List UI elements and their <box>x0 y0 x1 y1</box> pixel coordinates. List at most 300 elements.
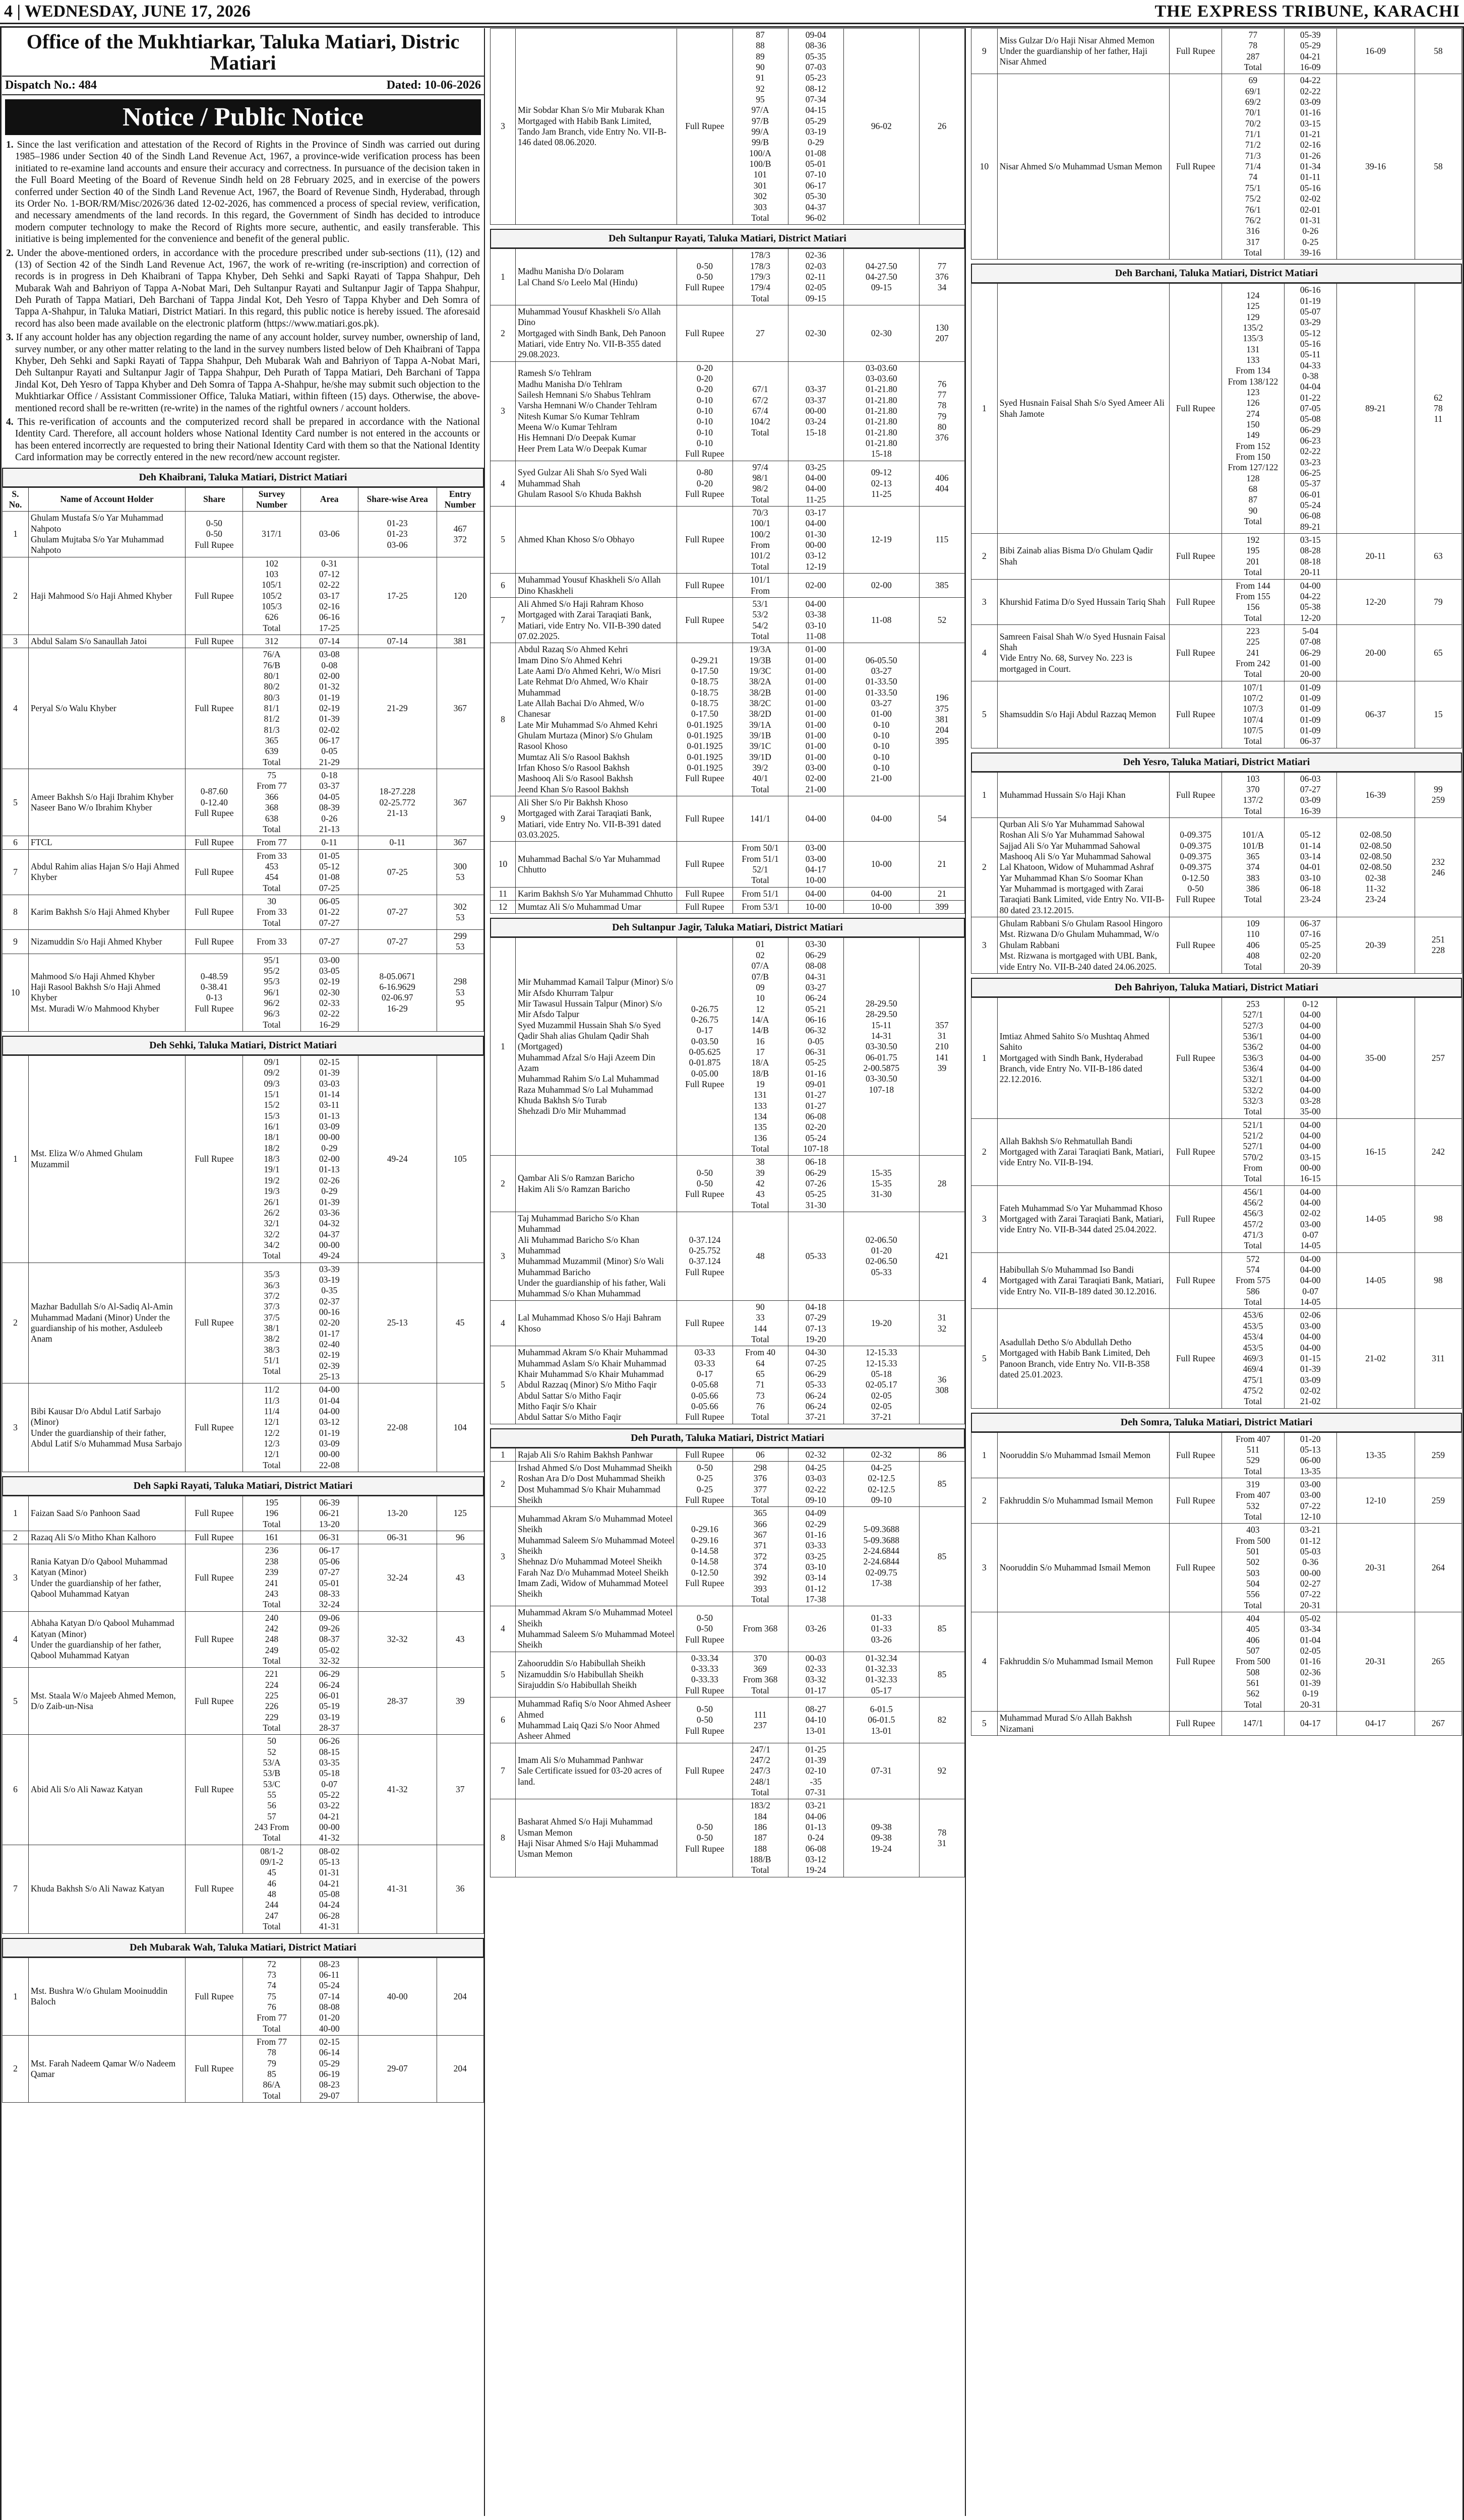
cell-entry: 43 <box>437 1544 483 1611</box>
cell-share: 0-29.16 0-29.16 0-14.58 0-14.58 0-12.50 Full Rupee <box>677 1507 733 1606</box>
cell-survey: From 77 <box>243 836 300 849</box>
cell-area: 04-09 02-29 01-16 03-33 03-25 03-10 03-14 01-12 17-38 <box>788 1507 843 1606</box>
cell-swa: 16-09 <box>1336 29 1415 74</box>
cell-entry: 257 <box>1415 997 1461 1118</box>
cell-swa: 02-00 <box>843 574 919 598</box>
table-row <box>491 938 965 1156</box>
cell-name: Ahmed Khan Khoso S/o Obhayo <box>516 507 677 574</box>
cell-area: 04-22 02-22 03-09 01-16 03-15 01-21 02-16 01-26 01-34 01-11 05-16 02-02 02-01 01-31 0-26 0-25 39-16 <box>1285 74 1337 260</box>
table-row <box>3 2035 484 2102</box>
section-title: Deh Somra, Taluka Matiari, District Matiari <box>971 1413 1462 1432</box>
cell-entry: 204 <box>437 2035 483 2102</box>
column-header: Survey Number <box>243 487 300 512</box>
cell-name: Khuda Bakhsh S/o Ali Nawaz Katyan <box>28 1845 185 1933</box>
cell-survey: 75 From 77 366 368 638 Total <box>243 769 300 836</box>
table-row <box>971 1185 1462 1252</box>
cell-name: Muhammad Bachal S/o Yar Muhammad Chhutto <box>516 842 677 887</box>
cell-entry: 381 <box>437 635 483 648</box>
cell-swa: 06-05.50 03-27 01-33.50 01-33.50 03-27 01-00 0-10 0-10 0-10 0-10 0-10 21-00 <box>843 643 919 796</box>
cell-swa: 41-31 <box>358 1845 437 1933</box>
cell-entry: 78 31 <box>919 1799 964 1877</box>
cell-sno: 1 <box>3 1958 29 2035</box>
paragraph-text: Since the last verification and attestation of the Record of Rights in the Province of Sindh was carried out during 1985–1986 under Section 40 of the Sindh Land Revenue Act, 1967, a province-wide verification process has been initiated to re-examine land accounts and ensure their accuracy and correctness. In pursuance of the decision taken in the Full Board Meeting of the Board of Revenue Sindh held on 28 February 2025, and in exercise of the powers conferred under Section 40 of the Sindh Land Revenue Act, 1967, the Board of Revenue Sindh, Hyderabad, through its Order No. 1-BOR/RM/Misc/2026/36 dated 12-02-2026, has commenced a process of special review, verification, and necessary amendments of the land records. In this regard, the Government of Sindh has decided to introduce modern computer technology to make the Record of Rights more secure, authentic, and easily transferable. This initiative is being implemented for the convenience and benefit of the general public. <box>15 140 480 245</box>
cell-share: Full Rupee <box>186 1263 243 1383</box>
cell-area: 05-39 05-29 04-21 16-09 <box>1285 29 1337 74</box>
cell-name: Imam Ali S/o Muhammad Panhwar Sale Certificate issued for 03-20 acres of land. <box>516 1743 677 1799</box>
cell-share: Full Rupee <box>677 574 733 598</box>
cell-name: Mir Sobdar Khan S/o Mir Mubarak Khan Mortgaged with Habib Bank Limited, Tando Jam Branch, vide Entry No. VII-B-146 dated 08.06.2020. <box>516 29 677 225</box>
cell-entry: 267 <box>1415 1712 1461 1736</box>
cell-name: Syed Gulzar Ali Shah S/o Syed Wali Muhammad Shah Ghulam Rasool S/o Khuda Bakhsh <box>516 461 677 506</box>
land-record-table <box>971 997 1462 1409</box>
cell-name: Basharat Ahmed S/o Haji Muhammad Usman Memon Haji Nisar Ahmed S/o Haji Muhammad Usman Memon <box>516 1799 677 1877</box>
cell-entry: 15 <box>1415 681 1461 748</box>
cell-entry: 299 53 <box>437 929 483 954</box>
table-row <box>971 534 1462 579</box>
cell-survey: 53/1 53/2 54/2 Total <box>733 597 788 643</box>
table-row <box>491 597 965 643</box>
cell-name: Rajab Ali S/o Rahim Bakhsh Panhwar <box>516 1448 677 1461</box>
cell-swa: 20-11 <box>1336 534 1415 579</box>
cell-area: 08-27 04-10 13-01 <box>788 1697 843 1743</box>
cell-entry: 98 <box>1415 1185 1461 1252</box>
cell-entry: 357 31 210 141 39 <box>919 938 964 1156</box>
notice-paragraph <box>6 332 480 414</box>
cell-swa: 20-39 <box>1336 917 1415 974</box>
cell-swa: 02-08.50 02-08.50 02-08.50 02-08.50 02-38 11-32 23-24 <box>1336 818 1415 917</box>
cell-entry: 43 <box>437 1611 483 1668</box>
cell-swa: 09-12 02-13 11-25 <box>843 461 919 506</box>
cell-sno: 5 <box>3 1668 29 1735</box>
cell-share: Full Rupee <box>1170 917 1222 974</box>
cell-entry: 232 246 <box>1415 818 1461 917</box>
cell-swa: 02-30 <box>843 305 919 361</box>
cell-sno: 2 <box>971 1118 998 1185</box>
cell-area: 06-16 01-19 05-07 03-29 05-12 05-16 05-11 04-33 0-38 04-04 01-22 07-05 05-08 06-29 06-23 02-22 03-23 06-25 05-37 06-01 05-24 06-08 89-21 <box>1285 284 1337 534</box>
cell-sno: 9 <box>491 796 516 842</box>
cell-swa: 40-00 <box>358 1958 437 2035</box>
cell-swa: 03-03.60 03-03.60 01-21.80 01-21.80 01-21.80 01-21.80 01-21.80 01-21.80 15-18 <box>843 361 919 461</box>
table-row <box>971 624 1462 681</box>
cell-sno: 3 <box>971 917 998 974</box>
header-paper-name: THE EXPRESS TRIBUNE, KARACHI <box>1154 2 1460 21</box>
land-record-table <box>971 1432 1462 1736</box>
land-record-sections <box>2 468 484 2103</box>
cell-entry: 406 404 <box>919 461 964 506</box>
cell-swa: 19-20 <box>843 1300 919 1346</box>
cell-survey: From 51/1 <box>733 887 788 900</box>
cell-entry: 265 <box>1415 1612 1461 1712</box>
land-record-table <box>971 772 1462 974</box>
cell-area: 04-00 04-00 04-00 03-15 00-00 16-15 <box>1285 1118 1337 1185</box>
cell-sno: 4 <box>3 648 29 769</box>
cell-area: 06-29 06-24 06-01 05-19 03-19 28-37 <box>300 1668 358 1735</box>
cell-area: 06-05 01-22 07-27 <box>300 895 358 929</box>
cell-area: 01-20 05-13 06-00 13-35 <box>1285 1432 1337 1478</box>
cell-entry: 85 <box>919 1507 964 1606</box>
notice-paragraphs <box>2 139 484 464</box>
table-row <box>3 836 484 849</box>
cell-sno: 1 <box>491 1448 516 1461</box>
cell-name: Abid Ali S/o Ali Nawaz Katyan <box>28 1735 185 1845</box>
cell-entry: 82 <box>919 1697 964 1743</box>
cell-swa: 12-10 <box>1336 1478 1415 1523</box>
cell-survey: 06 <box>733 1448 788 1461</box>
cell-area: 0-18 03-37 04-05 08-39 0-26 21-13 <box>300 769 358 836</box>
table-row <box>491 643 965 796</box>
cell-swa: 04-17 <box>1336 1712 1415 1736</box>
cell-name: Ramesh S/o Tehlram Madhu Manisha D/o Tehlram Sailesh Hemnani S/o Shabus Tehlram Varsha Hemnani W/o Chander Tehlram Nitesh Kumar S/o Kumar Tehlram Meena W/o Kumar Tehlram His Hemnani D/o Deepak Kumar Heer Prem Lata W/o Deepak Kumar <box>516 361 677 461</box>
cell-name: Karim Bakhsh S/o Haji Ahmed Khyber <box>28 895 185 929</box>
cell-area: 04-00 <box>788 887 843 900</box>
table-row <box>971 29 1462 74</box>
table-row <box>971 1432 1462 1478</box>
cell-area: 03-06 <box>300 512 358 557</box>
land-record-table <box>2 1055 484 1472</box>
cell-survey: 102 103 105/1 105/2 105/3 626 Total <box>243 557 300 635</box>
cell-sno: 2 <box>491 1156 516 1212</box>
cell-survey: 101/A 101/B 365 374 383 386 Total <box>1222 818 1284 917</box>
cell-sno: 2 <box>3 1531 29 1544</box>
section-title: Deh Khaibrani, Taluka Matiari, District Matiari <box>2 468 484 487</box>
cell-survey: 147/1 <box>1222 1712 1284 1736</box>
table-row <box>3 1735 484 1845</box>
table-row <box>971 1252 1462 1309</box>
cell-entry: 31 32 <box>919 1300 964 1346</box>
cell-sno: 7 <box>491 1743 516 1799</box>
cell-share: Full Rupee <box>186 1845 243 1933</box>
cell-sno: 7 <box>491 597 516 643</box>
table-row <box>3 635 484 648</box>
cell-entry: 367 <box>437 836 483 849</box>
cell-name: Mumtaz Ali S/o Muhammad Umar <box>516 901 677 914</box>
table-row <box>3 849 484 895</box>
notice-paragraph <box>6 247 480 330</box>
cell-entry: 264 <box>1415 1524 1461 1612</box>
cell-share: Full Rupee <box>677 796 733 842</box>
cell-entry: 367 <box>437 769 483 836</box>
cell-name: FTCL <box>28 836 185 849</box>
cell-survey: From 40 64 65 71 73 76 Total <box>733 1346 788 1424</box>
table-row <box>491 29 965 225</box>
cell-sno: 5 <box>491 1652 516 1697</box>
cell-survey: 87 88 89 90 91 92 95 97/A 97/B 99/A 99/B 100/A 100/B 101 301 302 303 Total <box>733 29 788 225</box>
cell-share: Full Rupee <box>1170 1432 1222 1478</box>
cell-swa: 96-02 <box>843 29 919 225</box>
section-title: Deh Bahriyon, Taluka Matiari, District Matiari <box>971 978 1462 997</box>
paragraph-number: 3. <box>6 332 14 343</box>
column-1 <box>2 28 485 2516</box>
cell-survey: 236 238 239 241 243 Total <box>243 1544 300 1611</box>
cell-name: Muhammad Yousuf Khaskheli S/o Allah Dino Mortgaged with Sindh Bank, Deh Panoon Matiari, vide Entry No. VII-B-355 dated 29.08.2023. <box>516 305 677 361</box>
cell-survey: 97/4 98/1 98/2 Total <box>733 461 788 506</box>
cell-sno: 2 <box>491 305 516 361</box>
cell-sno: 6 <box>491 1697 516 1743</box>
paragraph-text: This re-verification of accounts and the computerized record shall be prepared in accordance with the National Identity Card. Therefore, all account holders whose National Identity Card number is not entered in the accounts or has been entered incorrectly are requested to bring their National Identity Card with them so that the National Identity Card information may be correctly entered in the new record/new account register. <box>15 416 480 463</box>
cell-name: Taj Muhammad Baricho S/o Khan Muhammad Ali Muhammad Baricho S/o Khan Muhammad Muhammad Muzammil (Minor) S/o Wali Muhammad Baricho Under the guardianship of his father, Wali Muhammad S/o Khan Muhammad <box>516 1212 677 1301</box>
cell-sno: 1 <box>3 1056 29 1263</box>
cell-sno: 5 <box>971 1712 998 1736</box>
cell-area: 07-14 <box>300 635 358 648</box>
cell-share: Full Rupee <box>1170 29 1222 74</box>
section-title: Deh Yesro, Taluka Matiari, District Matiari <box>971 752 1462 772</box>
cell-entry: 115 <box>919 507 964 574</box>
cell-share: Full Rupee <box>186 1735 243 1845</box>
cell-sno: 5 <box>971 1309 998 1408</box>
cell-share: Full Rupee <box>1170 74 1222 260</box>
table-row <box>491 1799 965 1877</box>
cell-share: Full Rupee <box>186 635 243 648</box>
cell-share: Full Rupee <box>677 887 733 900</box>
land-record-section <box>2 1036 484 1472</box>
cell-share: 0-50 0-50 Full Rupee <box>186 512 243 557</box>
cell-sno: 8 <box>491 643 516 796</box>
cell-entry: 302 53 <box>437 895 483 929</box>
cell-share: Full Rupee <box>186 1544 243 1611</box>
cell-swa: 12-15.33 12-15.33 05-18 02-05.17 02-05 02-05 37-21 <box>843 1346 919 1424</box>
cell-share: 0-50 0-50 Full Rupee <box>677 1606 733 1652</box>
notice-paragraph <box>6 416 480 464</box>
cell-survey: 76/A 76/B 80/1 80/2 80/3 81/1 81/2 81/3 365 639 Total <box>243 648 300 769</box>
cell-survey: 456/1 456/2 456/3 457/2 471/3 Total <box>1222 1185 1284 1252</box>
table-row <box>971 579 1462 624</box>
cell-area: 04-00 03-38 03-10 11-08 <box>788 597 843 643</box>
land-record-section <box>490 1428 965 1877</box>
cell-sno: 9 <box>3 929 29 954</box>
cell-swa: 04-27.50 04-27.50 09-15 <box>843 249 919 305</box>
table-row <box>971 1712 1462 1736</box>
table-header-row <box>3 487 484 512</box>
cell-swa: 07-31 <box>843 1743 919 1799</box>
table-row <box>971 772 1462 817</box>
cell-sno: 2 <box>3 557 29 635</box>
cell-share: Full Rupee <box>677 1300 733 1346</box>
cell-survey: 195 196 Total <box>243 1496 300 1531</box>
cell-name: Miss Gulzar D/o Haji Nisar Ahmed Memon Under the guardianship of her father, Haji Nisar Ahmed <box>997 29 1170 74</box>
newspaper-header <box>0 0 1464 24</box>
cell-name: Mst. Staala W/o Majeeb Ahmed Memon, D/o Zaib-un-Nisa <box>28 1668 185 1735</box>
cell-share: 03-33 03-33 0-17 0-05.68 0-05.66 0-05.66 Full Rupee <box>677 1346 733 1424</box>
cell-area: 02-30 <box>788 305 843 361</box>
cell-name: Ameer Bakhsh S/o Haji Ibrahim Khyber Naseer Bano W/o Ibrahim Khyber <box>28 769 185 836</box>
cell-name: Bibi Kausar D/o Abdul Latif Sarbajo (Minor) Under the guardianship of their father, Abdul Latif S/o Muhammad Musa Sarbajo <box>28 1383 185 1472</box>
cell-entry: 45 <box>437 1263 483 1383</box>
cell-swa: 41-32 <box>358 1735 437 1845</box>
cell-survey: 183/2 184 186 187 188 188/B Total <box>733 1799 788 1877</box>
cell-name: Abdul Salam S/o Sanaullah Jatoi <box>28 635 185 648</box>
cell-swa: 16-15 <box>1336 1118 1415 1185</box>
table-row <box>971 681 1462 748</box>
cell-area: 01-00 01-00 01-00 01-00 01-00 01-00 01-00 01-00 01-00 01-00 01-00 03-00 02-00 21-00 <box>788 643 843 796</box>
cell-survey: 370 369 From 368 Total <box>733 1652 788 1697</box>
cell-sno: 7 <box>3 849 29 895</box>
cell-entry: 99 259 <box>1415 772 1461 817</box>
cell-survey: 192 195 201 Total <box>1222 534 1284 579</box>
cell-sno: 3 <box>491 1212 516 1301</box>
cell-swa: 32-32 <box>358 1611 437 1668</box>
cell-share: Full Rupee <box>1170 1524 1222 1612</box>
cell-name: Muhammad Yousuf Khaskheli S/o Allah Dino Khaskheli <box>516 574 677 598</box>
cell-share: Full Rupee <box>186 1056 243 1263</box>
cell-name: Ghulam Rabbani S/o Ghulam Rasool Hingoro Mst. Rizwana D/o Ghulam Muhammad, W/o Ghulam Rabbani Mst. Rizwana is mortgaged with UBL Bank, vide Entry No. VII-B-240 dated 24.06.2025. <box>997 917 1170 974</box>
cell-sno: 5 <box>3 769 29 836</box>
column-header: Entry Number <box>437 487 483 512</box>
cell-area: 0-12 04-00 04-00 04-00 04-00 04-00 04-00 04-00 04-00 03-28 35-00 <box>1285 997 1337 1118</box>
table-row <box>3 1845 484 1933</box>
cell-area: 01-05 05-12 01-08 07-25 <box>300 849 358 895</box>
cell-area: 09-06 09-26 08-37 05-02 32-32 <box>300 1611 358 1668</box>
cell-swa: 21-02 <box>1336 1309 1415 1408</box>
table-row <box>3 769 484 836</box>
cell-sno: 3 <box>971 579 998 624</box>
table-row <box>3 1531 484 1544</box>
table-row <box>491 1652 965 1697</box>
cell-area: 03-00 03-00 04-17 10-00 <box>788 842 843 887</box>
cell-sno: 8 <box>3 895 29 929</box>
section-title: Deh Sultanpur Jagir, Taluka Matiari, District Matiari <box>490 918 965 937</box>
cell-entry: 85 <box>919 1606 964 1652</box>
cell-swa: 14-05 <box>1336 1252 1415 1309</box>
cell-entry: 104 <box>437 1383 483 1472</box>
cell-area: 03-30 06-29 08-08 04-31 03-27 06-24 05-21 06-16 06-32 0-05 06-31 05-25 01-16 09-01 01-27 01-27 06-08 02-20 05-24 107-18 <box>788 938 843 1156</box>
table-row <box>971 997 1462 1118</box>
table-row <box>3 1668 484 1735</box>
cell-survey: 09/1 09/2 09/3 15/1 15/2 15/3 16/1 18/1 18/2 18/3 19/1 19/2 19/3 26/1 26/2 32/1 32/2 34/2 Total <box>243 1056 300 1263</box>
cell-survey: From 50/1 From 51/1 52/1 Total <box>733 842 788 887</box>
land-record-table <box>971 283 1462 748</box>
cell-swa: 17-25 <box>358 557 437 635</box>
cell-swa: 07-14 <box>358 635 437 648</box>
cell-swa: 39-16 <box>1336 74 1415 260</box>
cell-share: Full Rupee <box>677 597 733 643</box>
table-row <box>491 842 965 887</box>
cell-survey: From 33 453 454 Total <box>243 849 300 895</box>
cell-sno: 2 <box>3 2035 29 2102</box>
cell-entry: 52 <box>919 597 964 643</box>
cell-name: Fakhruddin S/o Muhammad Ismail Memon <box>997 1478 1170 1523</box>
cell-survey: 01 02 07/A 07/B 09 10 12 14/A 14/B 16 17 18/A 18/B 19 131 133 134 135 136 Total <box>733 938 788 1156</box>
cell-survey: 19/3A 19/3B 19/3C 38/2A 38/2B 38/2C 38/2D 39/1A 39/1B 39/1C 39/1D 39/2 40/1 Total <box>733 643 788 796</box>
cell-swa: 10-00 <box>843 842 919 887</box>
cell-survey: 404 405 406 507 From 500 508 561 562 Total <box>1222 1612 1284 1712</box>
cell-swa: 13-20 <box>358 1496 437 1531</box>
cell-entry: 311 <box>1415 1309 1461 1408</box>
cell-area: 06-37 07-16 05-25 02-20 20-39 <box>1285 917 1337 974</box>
cell-survey: 403 From 500 501 502 503 504 556 Total <box>1222 1524 1284 1612</box>
cell-entry: 92 <box>919 1743 964 1799</box>
cell-survey: 572 574 From 575 586 Total <box>1222 1252 1284 1309</box>
cell-area: 02-36 02-03 02-11 02-05 09-15 <box>788 249 843 305</box>
cell-area: 03-21 04-06 01-13 0-24 06-08 03-12 19-24 <box>788 1799 843 1877</box>
cell-survey: 521/1 521/2 527/1 570/2 From Total <box>1222 1118 1284 1185</box>
dispatch-number: Dispatch No.: 484 <box>5 79 97 92</box>
cell-name: Abdul Rahim alias Hajan S/o Haji Ahmed Khyber <box>28 849 185 895</box>
cell-sno: 1 <box>971 997 998 1118</box>
section-title: Deh Mubarak Wah, Taluka Matiari, District Matiari <box>2 1938 484 1958</box>
table-row <box>3 929 484 954</box>
cell-survey: 77 78 287 Total <box>1222 29 1284 74</box>
cell-swa: 02-32 <box>843 1448 919 1461</box>
cell-area: 03-37 03-37 00-00 03-24 15-18 <box>788 361 843 461</box>
table-row <box>3 557 484 635</box>
cell-name: Qambar Ali S/o Ramzan Baricho Hakim Ali S/o Ramzan Baricho <box>516 1156 677 1212</box>
cell-sno: 1 <box>491 249 516 305</box>
cell-entry: 63 <box>1415 534 1461 579</box>
cell-name: Muhammad Akram S/o Khair Muhammad Muhammad Aslam S/o Khair Muhammad Khair Muhammad S/o Khair Muhammad Abdul Razzaq (Minor) S/o Mitho Faqir Abdul Sattar S/o Mitho Faqir Mitho Faqir S/o Khair Abdul Sattar S/o Mitho Faqir <box>516 1346 677 1424</box>
cell-survey: 253 527/1 527/3 536/1 536/2 536/3 536/4 532/1 532/2 532/3 Total <box>1222 997 1284 1118</box>
cell-share: Full Rupee <box>1170 1309 1222 1408</box>
cell-share: Full Rupee <box>186 557 243 635</box>
cell-entry: 21 <box>919 887 964 900</box>
cell-area: 06-39 06-21 13-20 <box>300 1496 358 1531</box>
cell-name: Nizamuddin S/o Haji Ahmed Khyber <box>28 929 185 954</box>
cell-share: Full Rupee <box>186 648 243 769</box>
cell-survey: 453/6 453/5 453/4 453/5 469/3 469/4 475/1 475/2 Total <box>1222 1309 1284 1408</box>
cell-name: Nisar Ahmed S/o Muhammad Usman Memon <box>997 74 1170 260</box>
cell-area: 04-00 04-22 05-38 12-20 <box>1285 579 1337 624</box>
section-title: Deh Purath, Taluka Matiari, District Matiari <box>490 1428 965 1448</box>
cell-sno: 6 <box>491 574 516 598</box>
land-record-sections <box>490 28 965 1877</box>
section-title: Deh Barchani, Taluka Matiari, District Matiari <box>971 264 1462 283</box>
cell-name: Lal Muhammad Khoso S/o Haji Bahram Khoso <box>516 1300 677 1346</box>
cell-survey: 101/1 From <box>733 574 788 598</box>
cell-share: Full Rupee <box>186 1611 243 1668</box>
land-record-section <box>971 1413 1462 1736</box>
land-record-table <box>490 937 965 1424</box>
cell-entry: 467 372 <box>437 512 483 557</box>
cell-area: 09-04 08-36 05-35 07-03 05-23 08-12 07-34 04-15 05-29 03-19 0-29 01-08 05-01 07-10 06-17 05-30 04-37 96-02 <box>788 29 843 225</box>
cell-area: 06-26 08-15 03-35 05-18 0-07 05-22 03-22 04-21 00-00 41-32 <box>300 1735 358 1845</box>
column-header: Name of Account Holder <box>28 487 185 512</box>
table-row <box>491 901 965 914</box>
cell-sno: 1 <box>971 284 998 534</box>
cell-name: Muhammad Rafiq S/o Noor Ahmed Asheer Ahmed Muhammad Laiq Qazi S/o Noor Ahmed Asheer Ahmed <box>516 1697 677 1743</box>
table-row <box>3 1958 484 2035</box>
cell-share: Full Rupee <box>186 836 243 849</box>
table-row <box>491 1212 965 1301</box>
cell-sno: 10 <box>3 954 29 1031</box>
cell-survey: 247/1 247/2 247/3 248/1 Total <box>733 1743 788 1799</box>
cell-entry: 385 <box>919 574 964 598</box>
table-row <box>971 1118 1462 1185</box>
notice-title: Notice / Public Notice <box>5 99 481 135</box>
cell-name: Abhaha Katyan D/o Qabool Muhammad Katyan (Minor) Under the guardianship of her father, Qabool Muhammad Katyan <box>28 1611 185 1668</box>
cell-swa: 25-13 <box>358 1263 437 1383</box>
section-title: Deh Sapki Rayati, Taluka Matiari, District Matiari <box>2 1476 484 1496</box>
cell-entry: 85 <box>919 1461 964 1506</box>
cell-share: Full Rupee <box>1170 534 1222 579</box>
cell-survey: From 53/1 <box>733 901 788 914</box>
table-row <box>491 1300 965 1346</box>
cell-sno: 2 <box>971 818 998 917</box>
cell-swa: 20-31 <box>1336 1524 1415 1612</box>
cell-share: Full Rupee <box>1170 579 1222 624</box>
cell-sno: 5 <box>491 1346 516 1424</box>
cell-share: Full Rupee <box>186 1496 243 1531</box>
cell-swa: 32-24 <box>358 1544 437 1611</box>
table-row <box>3 1056 484 1263</box>
cell-share: Full Rupee <box>677 901 733 914</box>
cell-share: 0-20 0-20 0-20 0-10 0-10 0-10 0-10 0-10 Full Rupee <box>677 361 733 461</box>
cell-share: Full Rupee <box>1170 681 1222 748</box>
cell-share: 0-50 0-25 0-25 Full Rupee <box>677 1461 733 1506</box>
cell-share: Full Rupee <box>677 1743 733 1799</box>
cell-share: Full Rupee <box>186 1668 243 1735</box>
cell-share: Full Rupee <box>1170 1185 1222 1252</box>
cell-swa: 28-29.50 28-29.50 15-11 14-31 03-30.50 06-01.75 2-00.5875 03-30.50 107-18 <box>843 938 919 1156</box>
cell-entry: 251 228 <box>1415 917 1461 974</box>
